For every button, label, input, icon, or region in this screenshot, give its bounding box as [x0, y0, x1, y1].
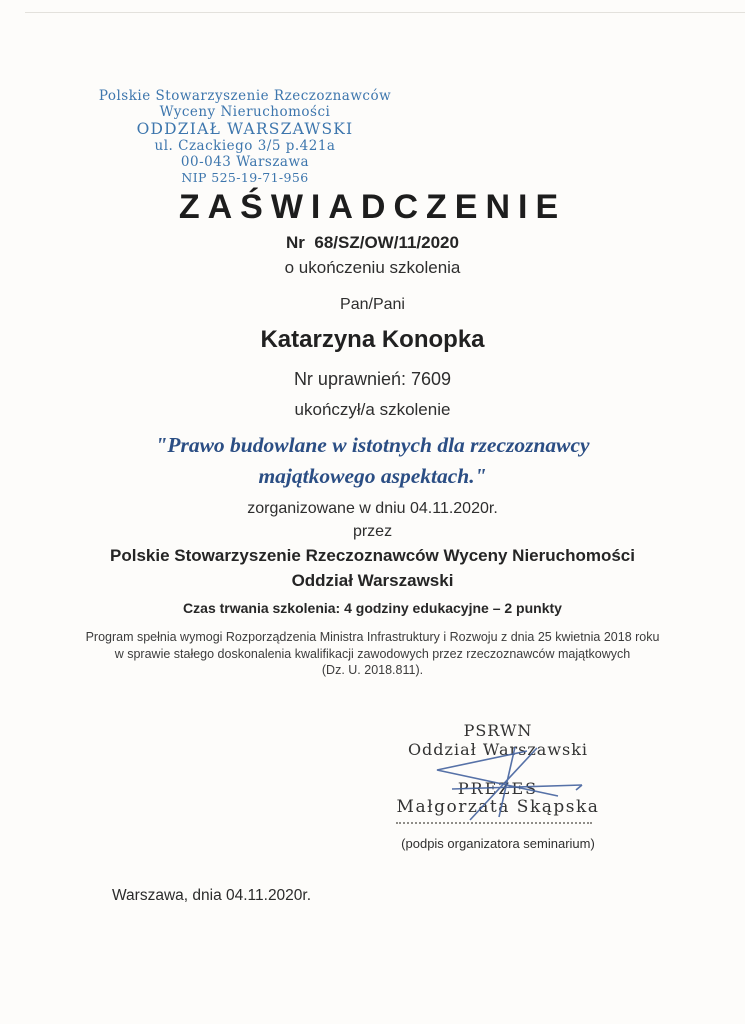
program-note — [0, 629, 745, 679]
signature-role: PREZES — [457, 779, 539, 798]
program-note-line1: Program spełnia wymogi Rozporządzenia Ministra Infrastruktury i Rozwoju z dnia 25 kwietnia 2018 roku — [85, 630, 660, 644]
organizer-line2: Oddział Warszawski — [291, 571, 454, 590]
signatory-name: Małgorzata Skąpska — [396, 797, 600, 817]
course-title-line2: majątkowego aspektach." — [258, 464, 487, 488]
program-note-line2: w sprawie stałego doskonalenia kwalifikacji zawodowych przez rzeczoznawców majątkowych — [114, 646, 631, 661]
program-note-line3: (Dz. U. 2018.811). — [321, 663, 424, 677]
letterhead-branch: ODDZIAŁ WARSZAWSKI — [136, 120, 354, 138]
letterhead-city: 00-043 Warszawa — [180, 154, 310, 170]
organizer — [0, 543, 745, 593]
salutation: Pan/Pani — [340, 296, 405, 313]
completed-text: ukończył/a szkolenie — [294, 400, 451, 419]
place-and-date: Warszawa, dnia 04.11.2020r. — [112, 887, 312, 904]
handwritten-signature-ink — [420, 738, 600, 828]
course-title — [0, 430, 745, 492]
letterhead-nip: NIP 525-19-71-956 — [181, 170, 309, 185]
course-title-line1: "Prawo budowlane w istotnych dla rzeczoznawcy — [155, 433, 590, 457]
recipient-name: Katarzyna Konopka — [260, 326, 485, 353]
signature-organization: PSRWN — [463, 721, 533, 740]
letterhead-stamp — [95, 88, 395, 185]
signature-caption: (podpis organizatora seminarium) — [401, 836, 595, 851]
certificate-number: Nr 68/SZ/OW/11/2020 — [286, 233, 459, 252]
certificate-subtitle: o ukończeniu szkolenia — [284, 258, 461, 277]
course-duration: Czas trwania szkolenia: 4 godziny edukacyjne – 2 punkty — [183, 600, 562, 616]
letterhead-org-line1: Polskie Stowarzyszenie Rzeczoznawców — [98, 88, 392, 104]
certificate-title: ZAŚWIADCZENIE — [178, 188, 567, 226]
organized-date: zorganizowane w dniu 04.11.2020r. — [247, 500, 498, 517]
license-number: Nr uprawnień: 7609 — [293, 369, 452, 389]
organizer-line1: Polskie Stowarzyszenie Rzeczoznawców Wyceny Nieruchomości — [110, 546, 635, 565]
scan-edge-line — [25, 12, 745, 13]
letterhead-org-line2: Wyceny Nieruchomości — [159, 104, 331, 120]
letterhead-address: ul. Czackiego 3/5 p.421a — [154, 138, 336, 154]
signature-branch: Oddział Warszawski — [407, 740, 589, 759]
by-label: przez — [352, 523, 393, 540]
